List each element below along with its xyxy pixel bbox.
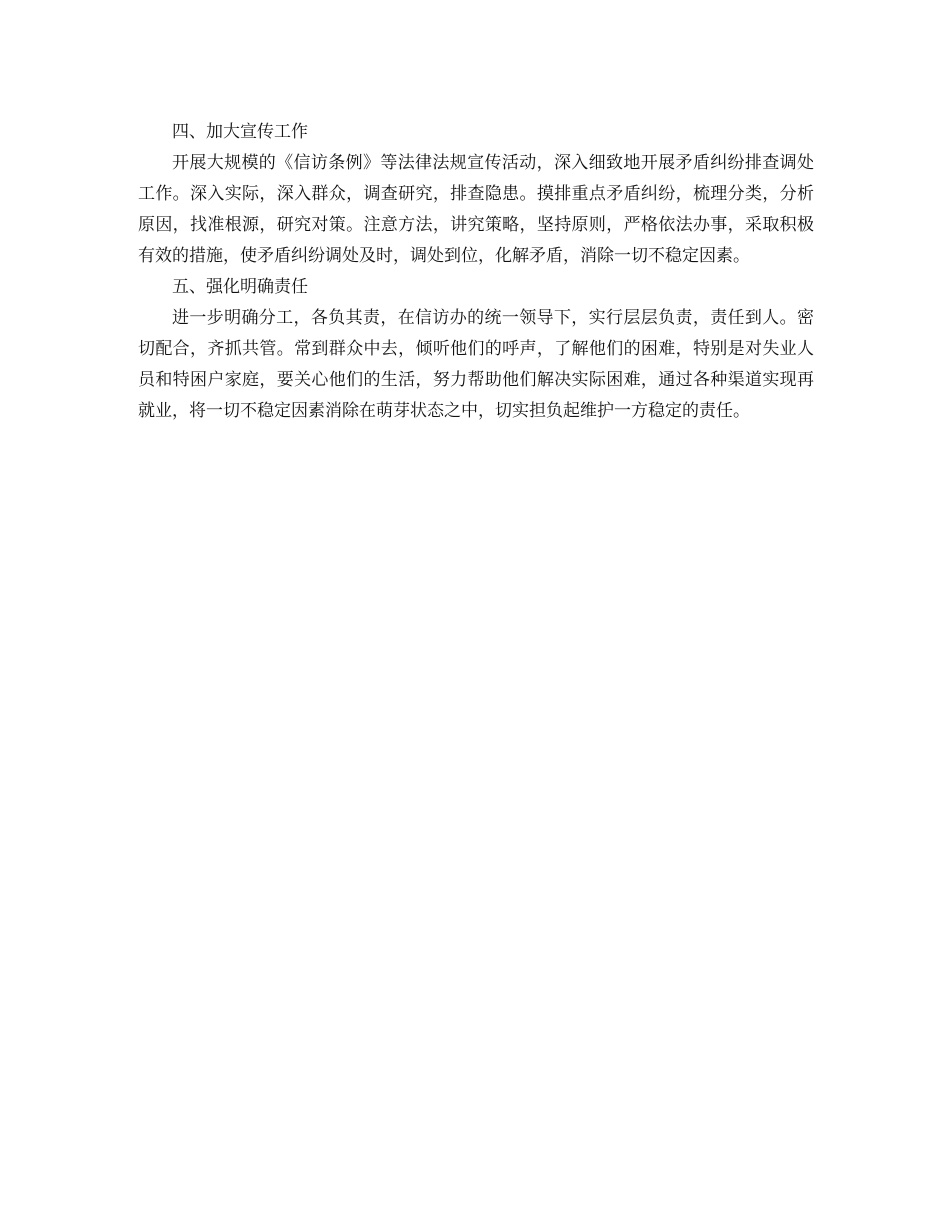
section-paragraph: 进一步明确分工，各负其责，在信访办的统一领导下，实行层层负责，责任到人。密切配合，齐抓共管。常到群众中去，倾听他们的呼声，了解他们的困难，特别是对失业人员和特困户家庭，要关心他们的生活，努力帮助他们解决实际困难，通过各种渠道实现再就业，将一切不稳定因素消除在萌芽状态之中，切实担负起维护一方稳定的责任。 <box>138 308 814 421</box>
section-publicity <box>138 117 814 272</box>
section-heading: 五、强化明确责任 <box>172 277 308 297</box>
section-heading: 四、加大宣传工作 <box>172 122 308 142</box>
document-page <box>138 117 814 427</box>
section-paragraph: 开展大规模的《信访条例》等法律法规宣传活动，深入细致地开展矛盾纠纷排查调处工作。深入实际，深入群众，调查研究，排查隐患。摸排重点矛盾纠纷，梳理分类，分析原因，找准根源，研究对策。注意方法，讲究策略，坚持原则，严格依法办事，采取积极有效的措施，使矛盾纠纷调处及时，调处到位，化解矛盾，消除一切不稳定因素。 <box>138 153 814 266</box>
section-responsibility <box>138 272 814 427</box>
